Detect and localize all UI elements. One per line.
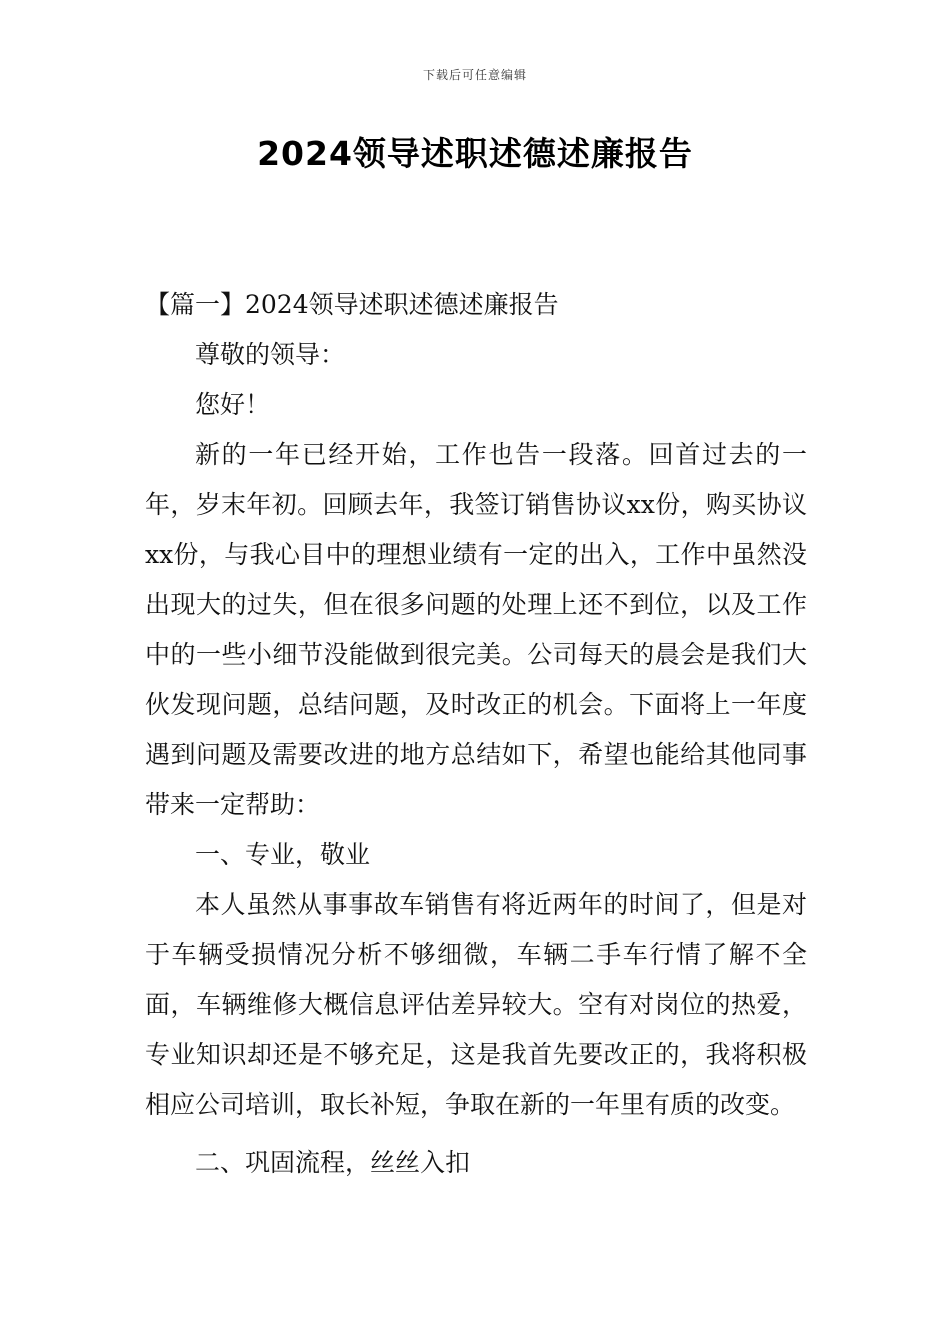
document-body [145,280,807,1188]
subheading-1: 一、专业，敬业 [195,840,371,869]
salutation: 尊敬的领导： [195,340,346,369]
body-paragraph: 本人虽然从事事故车销售有将近两年的时间了，但是对于车辆受损情况分析不够细微，车辆二手车行情了解不全面，车辆维修大概信息评估差异较大。空有对岗位的热爱，专业知识却还是不够充足，这是我首先要改正的，我将积极相应公司培训，取长补短，争取在新的一年里有质的改变。 [145,890,807,1119]
subheading-2: 二、巩固流程，丝丝入扣 [195,1148,471,1177]
section-heading: 【篇一】2024领导述职述德述廉报告 [145,290,559,319]
body-paragraph: 新的一年已经开始，工作也告一段落。回首过去的一年，岁末年初。回顾去年，我签订销售协议xx份，购买协议xx份，与我心目中的理想业绩有一定的出入，工作中虽然没出现大的过失，但在很多问题的处理上还不到位，以及工作中的一些小细节没能做到很完美。公司每天的晨会是我们大伙发现问题，总结问题，及时改正的机会。下面将上一年度遇到问题及需要改进的地方总结如下，希望也能给其他同事带来一定帮助： [145,440,807,819]
greeting: 您好！ [195,390,271,419]
document-title: 2024领导述职述德述廉报告 [257,134,693,173]
header-note: 下载后可任意编辑 [422,68,527,82]
